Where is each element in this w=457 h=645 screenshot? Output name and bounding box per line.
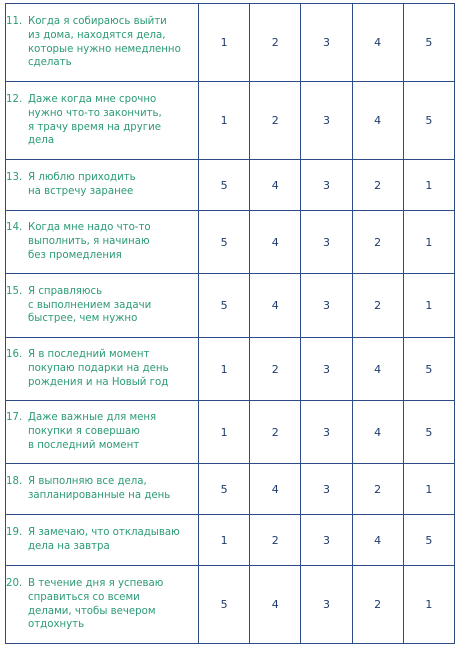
question-row xyxy=(6,160,455,211)
question-text: Я замечаю, что откладываю дела на завтра xyxy=(28,527,180,552)
score-cell: 4 xyxy=(352,82,403,160)
score-cell: 1 xyxy=(403,160,454,211)
score-cell: 5 xyxy=(403,4,454,82)
score-cell: 3 xyxy=(301,338,352,401)
score-cell: 5 xyxy=(403,338,454,401)
score-cell: 3 xyxy=(301,515,352,566)
question-row xyxy=(6,4,455,82)
score-cell: 4 xyxy=(352,401,403,464)
question-number: 15. xyxy=(6,285,23,297)
score-cell: 1 xyxy=(199,515,250,566)
question-cell xyxy=(6,274,199,338)
question-cell xyxy=(6,4,199,82)
question-text: В течение дня я успеваю справиться со всеми делами, чтобы вечером отдохнуть xyxy=(28,577,164,631)
question-text: Я люблю приходить на встречу заранее xyxy=(28,172,136,197)
question-row xyxy=(6,82,455,160)
score-cell: 5 xyxy=(403,82,454,160)
score-cell: 1 xyxy=(199,338,250,401)
score-cell: 4 xyxy=(250,464,301,515)
question-row xyxy=(6,464,455,515)
question-cell xyxy=(6,82,199,160)
score-cell: 1 xyxy=(199,401,250,464)
score-cell: 1 xyxy=(403,464,454,515)
score-cell: 4 xyxy=(352,515,403,566)
score-cell: 1 xyxy=(403,211,454,274)
score-cell: 4 xyxy=(352,338,403,401)
question-cell xyxy=(6,566,199,644)
question-text: Когда я собираюсь выйти из дома, находятся дела, которые нужно немедленно сделать xyxy=(28,15,181,69)
score-cell: 3 xyxy=(301,464,352,515)
score-cell: 4 xyxy=(250,211,301,274)
question-text: Я в последний момент покупаю подарки на день рождения и на Новый год xyxy=(28,349,169,388)
score-cell: 2 xyxy=(352,464,403,515)
question-row xyxy=(6,274,455,338)
question-row xyxy=(6,338,455,401)
score-cell: 1 xyxy=(199,4,250,82)
score-cell: 4 xyxy=(352,4,403,82)
question-text: Я выполняю все дела, запланированные на день xyxy=(28,476,171,501)
score-cell: 2 xyxy=(352,566,403,644)
score-cell: 3 xyxy=(301,160,352,211)
question-cell xyxy=(6,401,199,464)
questionnaire-table xyxy=(5,3,455,644)
score-cell: 2 xyxy=(352,274,403,338)
score-cell: 3 xyxy=(301,4,352,82)
score-cell: 5 xyxy=(199,211,250,274)
score-cell: 2 xyxy=(250,338,301,401)
question-cell xyxy=(6,464,199,515)
question-row xyxy=(6,515,455,566)
score-cell: 2 xyxy=(352,160,403,211)
question-cell xyxy=(6,338,199,401)
question-number: 17. xyxy=(6,412,23,424)
score-cell: 2 xyxy=(250,82,301,160)
score-cell: 4 xyxy=(250,160,301,211)
question-number: 18. xyxy=(6,476,23,488)
score-cell: 3 xyxy=(301,566,352,644)
score-cell: 3 xyxy=(301,82,352,160)
question-text: Я справляюсь с выполнением задачи быстрее, чем нужно xyxy=(28,285,152,325)
question-number: 12. xyxy=(6,93,23,105)
question-number: 20. xyxy=(6,577,23,589)
question-cell xyxy=(6,515,199,566)
question-number: 14. xyxy=(6,222,23,234)
score-cell: 2 xyxy=(352,211,403,274)
question-number: 11. xyxy=(6,15,23,27)
score-cell: 5 xyxy=(403,515,454,566)
question-row xyxy=(6,566,455,644)
score-cell: 4 xyxy=(250,274,301,338)
score-cell: 1 xyxy=(403,274,454,338)
score-cell: 1 xyxy=(199,82,250,160)
question-row xyxy=(6,211,455,274)
question-number: 13. xyxy=(6,172,23,184)
question-cell xyxy=(6,160,199,211)
score-cell: 5 xyxy=(403,401,454,464)
score-cell: 3 xyxy=(301,401,352,464)
score-cell: 5 xyxy=(199,566,250,644)
question-text: Даже важные для меня покупки я совершаю в последний момент xyxy=(28,412,157,451)
score-cell: 2 xyxy=(250,515,301,566)
question-number: 19. xyxy=(6,527,23,539)
score-cell: 3 xyxy=(301,211,352,274)
score-cell: 5 xyxy=(199,274,250,338)
score-cell: 1 xyxy=(403,566,454,644)
question-text: Когда мне надо что-то выполнить, я начинаю без промедления xyxy=(28,222,151,261)
score-cell: 2 xyxy=(250,401,301,464)
question-number: 16. xyxy=(6,349,23,361)
score-cell: 2 xyxy=(250,4,301,82)
score-cell: 3 xyxy=(301,274,352,338)
score-cell: 5 xyxy=(199,160,250,211)
question-row xyxy=(6,401,455,464)
question-text: Даже когда мне срочно нужно что-то закончить, я трачу время на другие дела xyxy=(28,93,162,147)
score-cell: 4 xyxy=(250,566,301,644)
question-cell xyxy=(6,211,199,274)
score-cell: 5 xyxy=(199,464,250,515)
